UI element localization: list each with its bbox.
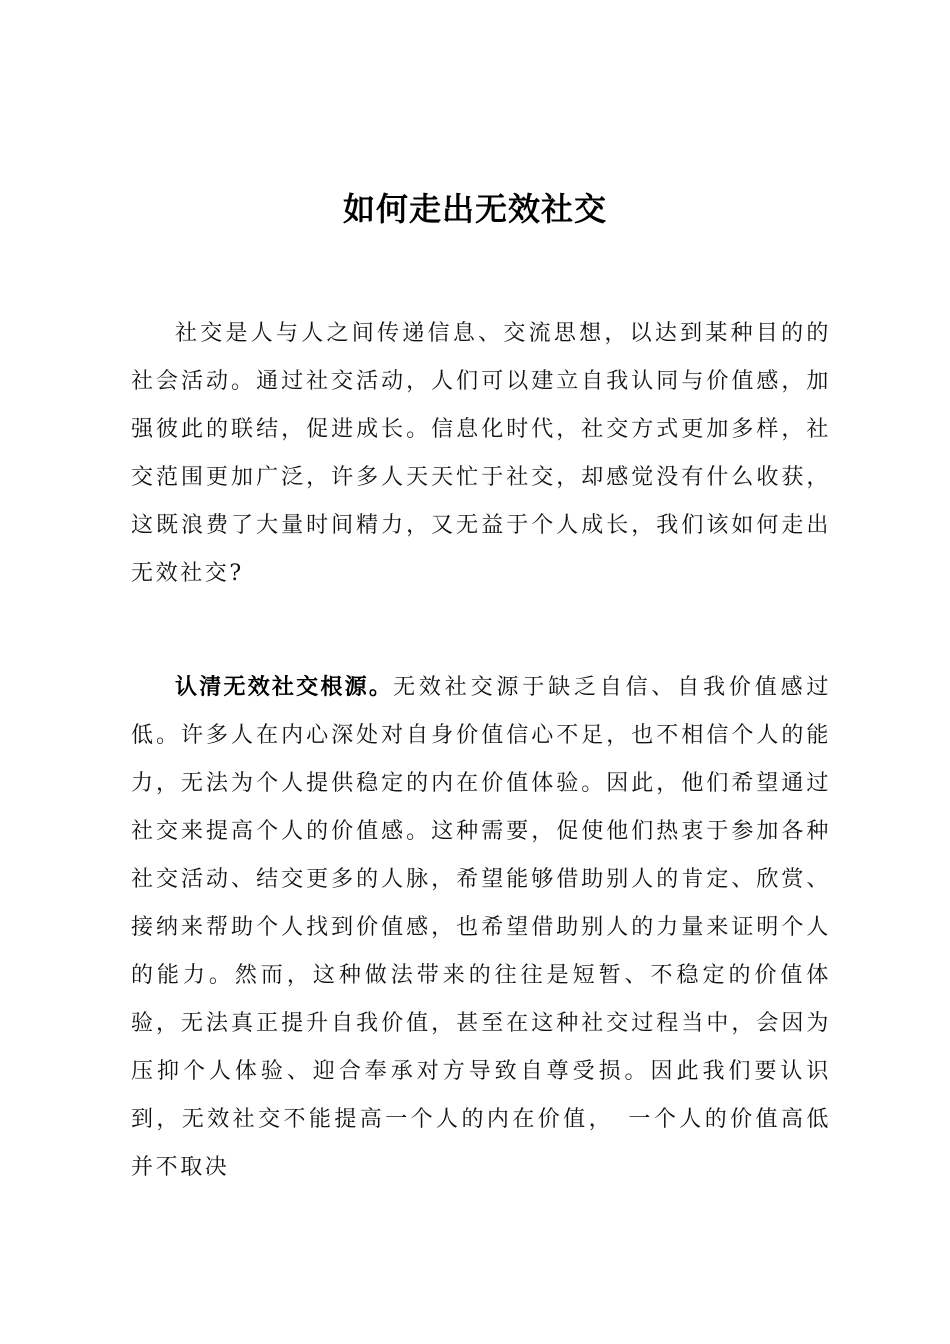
paragraph-root-cause-text: 无效社交源于缺乏自信、自我价值感过低。许多人在内心深处对自身价值信心不足，也不相信个人的能力，无法为个人提供稳定的内在价值体验。因此，他们希望通过社交来提高个人的价值感。这种需要，促使他们热衷于参加各种社交活动、结交更多的人脉，希望能够借助别人的肯定、欣赏、接纳来帮助个人找到价值感，也希望借助别人的力量来证明个人的能力。然而，这种做法带来的往往是短暂、不稳定的价值体验，无法真正提升自我价值，甚至在这种社交过程当中，会因为压抑个人体验、迎合奉承对方导致自尊受损。因此我们要认识到，无效社交不能提高一个人的内在价值， 一个人的价值高低并不取决 — [131, 675, 831, 1180]
paragraph-lead-heading: 认清无效社交根源。 — [175, 675, 394, 700]
paragraph-intro — [131, 310, 831, 598]
paragraph-root-cause — [131, 664, 831, 1192]
document-title: 如何走出无效社交 — [342, 190, 607, 228]
paragraph-intro-text: 社交是人与人之间传递信息、交流思想，以达到某种目的的社会活动。通过社交活动，人们可以建立自我认同与价值感，加强彼此的联结，促进成长。信息化时代，社交方式更加多样，社交范围更加广泛，许多人天天忙于社交，却感觉没有什么收获，这既浪费了大量时间精力，又无益于个人成长，我们该如何走出无效社交? — [131, 321, 831, 586]
